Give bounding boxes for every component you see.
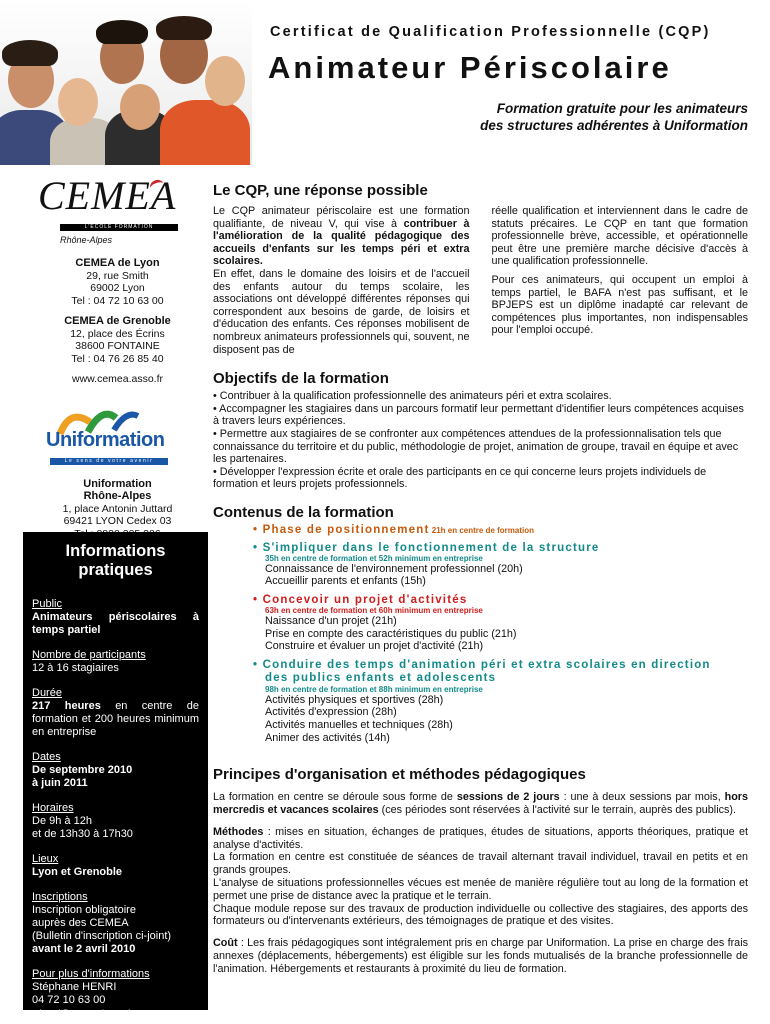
info-label: Lieux [32,853,59,865]
phone-line: Tel : 04 72 10 63 00 [71,294,164,307]
section-heading-cqp: Le CQP, une réponse possible [213,182,428,199]
info-label: Dates [32,751,61,763]
info-value: Lyon et Grenoble [32,866,123,878]
cqp-paragraph: réelle qualification et interviennent dans le cadre de statuts précaires. Le CQP en tant que formation professionnelle brève, accessible, et opérationnelle peut être une première marche décisive d'accès à une qualification professionnelle. [491,205,748,268]
info-value: De 9h à 12h [32,815,92,827]
text-run: La formation en centre est constituée de séances de travail alternant travail individuel, travail en petits et en grands groupes. [213,851,748,877]
phase-hours: 63h en centre de formation et 60h minimum en entreprise [265,606,483,616]
text-run: L'analyse de situations professionnelles vécues est menée de manière régulière tout au long de la formation et permet une prise de distance avec la pratique et le terrain. [213,877,748,902]
list-item: Accueillir parents et enfants (15h) [265,575,426,588]
phase-title: • Conduire des temps d'animation péri et extra scolaires en direction [253,658,711,671]
text-run-bold: sessions de 2 jours [456,791,560,804]
list-item: Connaissance de l'environnement professionnel (20h) [265,562,523,575]
info-value: à juin 2011 [32,777,88,789]
address-line: 69421 LYON Cedex 03 [63,515,172,527]
cemea-lyon-name: CEMEA de Lyon [75,257,160,269]
cemea-logo [30,173,205,253]
address-line: 29, rue Smith [86,269,149,282]
contact-phone: 04 72 10 63 00 [32,994,106,1006]
phone-line: Tel : 04 76 26 85 40 [71,352,164,365]
info-participants [32,649,199,675]
text-run: Chaque module repose sur des travaux de production individuelle ou collective des stagiaires, des apports des formateurs ou d'intervenants extérieurs, des témoignages de pratique et des visites. [213,902,748,928]
phase-title: • Concevoir un projet d'activités [253,594,468,607]
list-item: Activités physiques et sportives (28h) [265,693,444,706]
info-title-line: pratiques [78,561,153,579]
info-value: en centre de formation et 200 heures minimum en entreprise [32,700,199,738]
list-item: Construire et évaluer un projet d'activité (21h) [265,640,484,653]
contact-name: Stéphane HENRI [32,981,117,993]
list-item: • Contribuer à la qualification professionnelle des animateurs péri et extra scolaires. [213,390,612,403]
section-heading-contenus: Contenus de la formation [213,503,394,521]
cout-paragraph [213,937,748,975]
info-label: Public [32,598,62,610]
info-box [23,532,208,1019]
header-photo [0,0,252,165]
info-value: et de 13h30 à 17h30 [32,828,133,840]
certificate-line: Certificat de Qualification Professionnelle (CQP) [270,24,711,40]
info-value: avant le 2 avril 2010 [32,943,136,955]
text-run: : une à deux sessions par mois, [559,791,725,804]
info-lieux [32,853,199,879]
address-line: 69002 Lyon [90,282,145,294]
info-value: 12 à 16 stagiaires [32,662,119,674]
list-item: • Accompagner les stagiaires dans un parcours formatif leur permettant d'identifier leurs compétences acquises à travers leurs expériences. [213,402,744,428]
cqp-column [492,205,749,356]
info-contact [32,968,199,1020]
cemea-logo-region: Rhône-Alpes [60,235,113,245]
cqp-column [213,205,470,356]
info-label: Inscriptions [32,891,88,903]
list-item: Naissance d'un projet (21h) [265,615,397,628]
info-value-bold: 217 heures [32,700,101,712]
info-title-line: Informations [65,542,166,560]
uniformation-region: Rhône-Alpes [83,490,152,502]
info-horaires [32,802,199,841]
subtitle-line: Formation gratuite pour les animateurs [496,101,748,116]
list-item: Prise en compte des caractéristiques du public (21h) [265,627,517,640]
info-label: Durée [32,687,62,699]
text-run: (ces périodes sont réservées à l'activité sur le terrain, auprès des publics). [378,804,736,817]
cemea-logo-text: CEMEA [38,173,177,218]
list-item: Animer des activités (14h) [265,731,390,744]
cemea-logo-bar: L'ÉCOLE FORMATION [60,224,178,231]
info-inscriptions [32,891,199,956]
phase-title: • Phase de positionnement [253,523,430,536]
uniformation-logo [30,404,205,468]
list-item: Activités d'expression (28h) [265,706,397,719]
text-run-bold: contribuer à l'amélioration de la qualité pédagogique des accueils d'enfants sur les temps péri et extra scolaires. [213,217,470,268]
website-link[interactable]: www.cemea.asso.fr [71,373,164,385]
phase-hours: 35h en centre de formation et 52h minimum en entreprise [265,553,483,563]
info-dates [32,751,199,790]
address-line: 12, place des Écrins [70,327,165,340]
list-item: • Développer l'expression écrite et orale des participants en ce qui concerne leurs projets individuels de formation et leurs projets professionnels. [213,465,707,491]
info-label: Horaires [32,802,74,814]
text-run: : mises en situation, échanges de pratiques, études de situations, apports théoriques, pratique et analyse d'activités. [213,825,748,851]
right-column [213,182,748,985]
subtitle [480,100,748,134]
info-public [32,598,199,637]
contact-email-link[interactable]: s.henri@cemearhonealpes.org [32,1008,163,1019]
phase-hours: 98h en centre de formation et 88h minimum en entreprise [265,684,483,694]
info-label: Pour plus d'informations [32,968,150,980]
left-column [30,173,205,540]
uniformation-name: Uniformation [83,477,152,490]
text-run: Le CQP animateur périscolaire est une formation qualifiante, de niveau V, qui vise à [213,205,470,230]
info-duree [32,687,199,739]
uniformation-logo-tagline: Le sens de votre avenir [50,458,168,465]
address-line: 1, place Antonin Juttard [62,502,173,515]
text-run-bold: Coût [213,937,238,950]
objectifs-list [213,390,748,491]
uniformation-logo-text: Uniformation [46,428,165,451]
info-value: auprès des CEMEA [32,917,129,929]
section-heading-principes: Principes d'organisation et méthodes pédagogiques [213,766,586,784]
cqp-paragraph [213,205,470,268]
section-heading-objectifs: Objectifs de la formation [213,370,389,388]
info-value: Inscription obligatoire [32,904,136,916]
info-box-title [32,542,199,580]
phase-title: • S'impliquer dans le fonctionnement de la structure [253,541,600,554]
cqp-paragraph: En effet, dans le domaine des loisirs et de l'accueil des enfants autour du temps scolaire, les associations ont développé différentes réponses qui correspondent aux besoins de garde, de loisirs et d'éducation des enfants. Ces réponses mobilisent de nombreux animateurs professionnels qui, souvent, ne disposent pas de [213,267,470,356]
cqp-text [213,205,748,356]
info-value: De septembre 2010 [32,764,133,776]
text-run-bold: Méthodes [213,825,264,838]
subtitle-line: des structures adhérentes à Uniformation [480,118,748,133]
cqp-paragraph: Pour ces animateurs, qui occupent un emploi à temps partiel, le BAFA n'est pas suffisant, et le BPJEPS est un diplôme inadapté car relevant de compétences plus importantes, non indispensables pour l'emploi occupé. [491,273,748,337]
phase-hours: 21h en centre de formation [429,525,534,535]
page-title: Animateur Périscolaire [268,50,672,85]
text-run: : Les frais pédagogiques sont intégralement pris en charge par Uniformation. La prise en charge des frais annexes (déplacements, hébergements) est éligible sur les fonds mutualisés de la branche professionnelle de l'animation. Hébergements et restaurants à proximité du lieu de formation. [213,937,748,975]
list-item: Activités manuelles et techniques (28h) [265,719,453,732]
phase-title: des publics enfants et adolescents [265,671,497,684]
info-value: (Bulletin d'inscription ci-joint) [32,930,172,942]
principes-paragraph [213,791,748,817]
info-label: Nombre de participants [32,649,146,661]
text-run: La formation en centre se déroule sous forme de [213,791,457,804]
list-item: • Permettre aux stagiaires de se confronter aux compétences attendues de la professionnalisation tels que connaissance du territoire et du public, méthodologie de projet, animation de groupe, travail en équipe et avec les partenaires. [213,427,739,466]
info-value: Animateurs périscolaires à temps partiel [32,611,199,636]
methodes-paragraph [213,826,748,928]
address-line: 38600 FONTAINE [75,340,160,352]
cemea-grenoble-name: CEMEA de Grenoble [64,315,171,327]
text-run-bold: hors mercredis et vacances scolaires [213,791,748,817]
phase-conduire [253,659,748,685]
phase-positionnement [253,524,748,536]
